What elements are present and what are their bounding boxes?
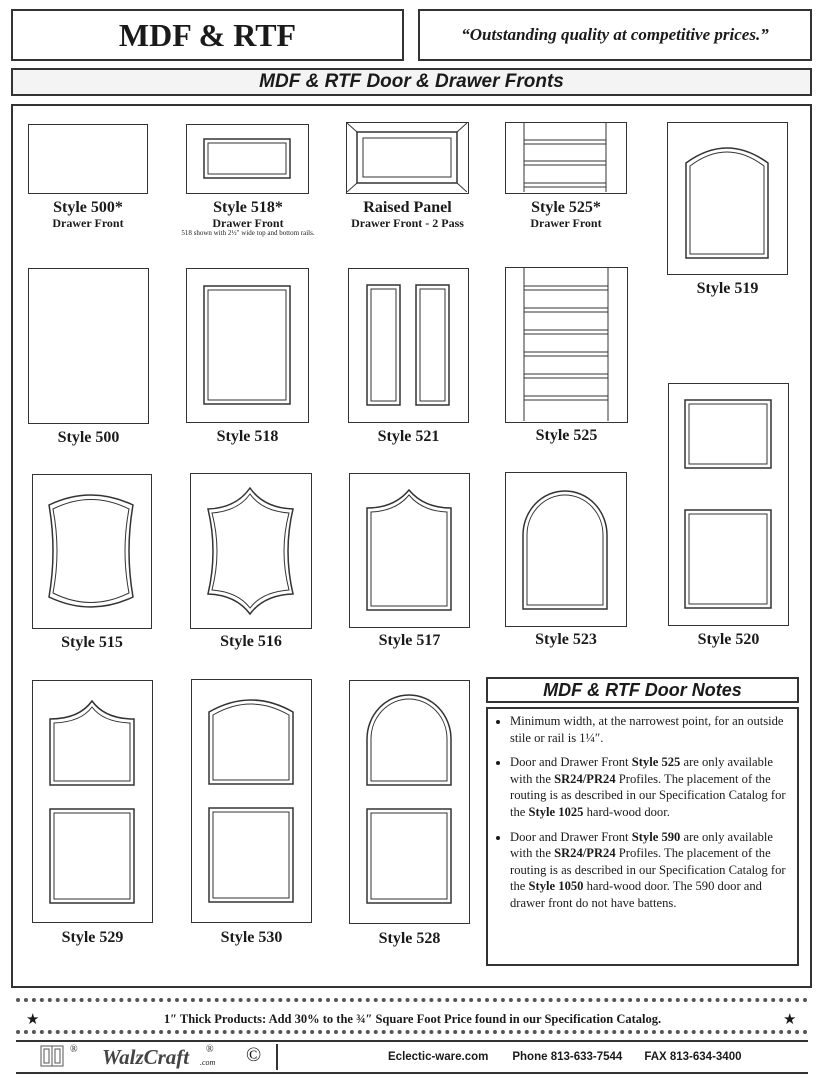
footer-note: 1″ Thick Products: Add 30% to the ¾″ Square Foot Price found in our Specification Catalog. (163, 1012, 662, 1026)
door-style-520 (668, 383, 789, 626)
brand-domain: .com (200, 1058, 216, 1067)
style-sub: Drawer Front (530, 216, 602, 230)
label-style-515 (32, 635, 152, 651)
dotted-divider-bottom (16, 1030, 808, 1034)
label-style-500 (28, 430, 149, 446)
style-name: Style 519 (696, 280, 759, 297)
door-style-518-drawer-front (186, 124, 309, 194)
label-style-517 (349, 633, 470, 649)
fax-number: FAX 813-634-3400 (644, 1051, 742, 1063)
notes-title: MDF & RTF Door Notes (486, 677, 799, 703)
brand-logo (40, 1044, 276, 1070)
style-name: Style 523 (535, 631, 597, 648)
style-name: Style 529 (61, 929, 124, 946)
contact-info (276, 1044, 810, 1070)
door-style-516 (190, 473, 312, 629)
slogan: “Outstanding quality at competitive prices.” (418, 9, 812, 61)
door-style-500-drawer-front (28, 124, 148, 194)
door-style-529 (32, 680, 153, 923)
label-style-523 (505, 632, 627, 648)
notes-body (486, 707, 799, 966)
note-item: • Door and Drawer Front Style 525 are only available with the SR24/PR24 Profiles. The placement of the routing is as described in our Specification Catalog for the Style 1025 hard-wood door. (510, 754, 789, 820)
registered-mark: ® (70, 1044, 78, 1055)
website-link[interactable]: Eclectic-ware.com (388, 1051, 489, 1063)
style-name: Style 500* (53, 199, 123, 216)
door-style-525 (505, 267, 628, 423)
style-name: Style 525* (531, 199, 601, 216)
style-name: Style 515 (61, 634, 123, 651)
star-icon: ★ (783, 1012, 797, 1028)
door-style-525-drawer-front (505, 122, 627, 194)
style-name: Style 530 (220, 929, 283, 946)
door-style-518 (186, 268, 309, 423)
label-style-521 (348, 429, 469, 445)
style-name: Style 517 (378, 632, 441, 649)
star-icon: ★ (26, 1012, 40, 1028)
label-style-520 (668, 632, 789, 648)
label-style-525-drawer (505, 200, 627, 229)
label-style-518-drawer (168, 200, 328, 237)
style-name: Style 516 (220, 633, 282, 650)
brand-name: WalzCraft (102, 1045, 190, 1069)
style-name: Raised Panel (363, 199, 452, 216)
style-name: Style 521 (377, 428, 440, 445)
label-raised-panel (336, 200, 479, 229)
label-style-518 (186, 429, 309, 445)
dotted-divider-top (16, 998, 808, 1002)
door-style-517 (349, 473, 470, 628)
door-style-519 (667, 122, 788, 275)
style-name: Style 518 (216, 428, 279, 445)
label-style-528 (349, 931, 470, 947)
phone-number: Phone 813-633-7544 (512, 1051, 623, 1063)
door-style-530 (191, 679, 312, 923)
style-sub: Drawer Front - 2 Pass (351, 216, 464, 230)
label-style-500-drawer (28, 200, 148, 229)
door-style-521 (348, 268, 469, 423)
door-style-528 (349, 680, 470, 924)
note-item: • Door and Drawer Front Style 590 are only available with the SR24/PR24 Profiles. The placement of the routing is as described in our Specification Catalog for the Style 1050 hard-wood door. The 590 door and drawer front do not have battens. (510, 829, 789, 912)
style-sub: Drawer Front (212, 216, 284, 230)
style-name: Style 500 (57, 429, 120, 446)
door-style-523 (505, 472, 627, 627)
label-style-516 (190, 634, 312, 650)
style-sub: Drawer Front (52, 216, 124, 230)
door-raised-panel-drawer-front (346, 122, 469, 194)
page-title: MDF & RTF (11, 9, 404, 61)
style-name: Style 520 (697, 631, 760, 648)
label-style-519 (667, 281, 788, 297)
label-style-529 (32, 930, 153, 946)
label-style-525 (505, 428, 628, 444)
label-style-530 (191, 930, 312, 946)
section-title: MDF & RTF Door & Drawer Fronts (11, 68, 812, 96)
copyright-icon: © (246, 1044, 262, 1066)
registered-mark: ® (206, 1044, 214, 1055)
style-note: 518 shown with 2½″ wide top and bottom rails. (181, 229, 315, 237)
door-style-515 (32, 474, 152, 629)
note-item: • Minimum width, at the narrowest point, for an outside stile or rail is 1¼″. (510, 713, 789, 746)
door-style-500 (28, 268, 149, 424)
style-name: Style 518* (213, 199, 283, 216)
style-name: Style 525 (535, 427, 598, 444)
style-name: Style 528 (378, 930, 441, 947)
